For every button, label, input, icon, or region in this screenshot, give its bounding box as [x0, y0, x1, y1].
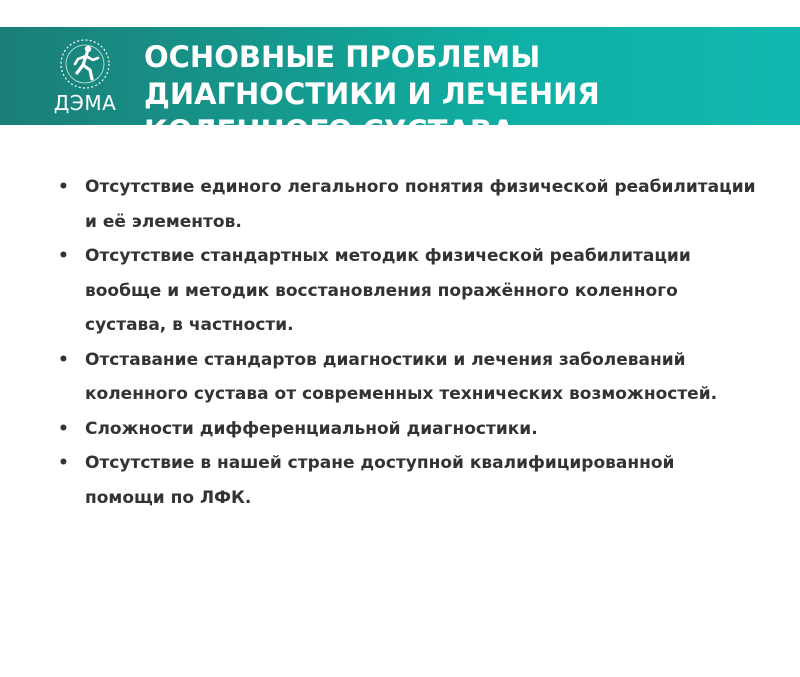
bullet-item — [58, 412, 758, 447]
bullet-text: Отсутствие единого легального понятия физической реабилитации и её элементов. — [85, 177, 756, 232]
bullet-text: Отставание стандартов диагностики и лечения заболеваний коленного сустава от современных технических возможностей. — [85, 349, 718, 404]
bullet-dot: • — [58, 453, 69, 473]
bullet-text: Сложности дифференциальной диагностики. — [85, 418, 538, 439]
content-area — [58, 170, 758, 515]
logo — [50, 37, 120, 119]
bullet-item — [58, 170, 758, 239]
bullet-item — [58, 239, 758, 343]
runner-icon — [50, 37, 120, 93]
bullet-dot: • — [58, 177, 69, 197]
bullet-dot: • — [58, 349, 69, 370]
bullet-dot: • — [58, 246, 69, 266]
bullet-text: Отсутствие в нашей стране доступной квалифицированной помощи по ЛФК. — [85, 453, 675, 508]
slide-title: ОСНОВНЫЕ ПРОБЛЕМЫ ДИАГНОСТИКИ И ЛЕЧЕНИЯ КОЛЕННОГО СУСТАВА — [144, 40, 600, 148]
logo-text: ДЭМА — [53, 91, 117, 115]
bullet-text: Отсутствие стандартных методик физической реабилитации вообще и методик восстановления поражённого коленного сустава, в частности. — [85, 246, 691, 335]
header-banner — [0, 27, 800, 148]
bullet-item — [58, 343, 758, 412]
bullet-dot: • — [58, 418, 69, 439]
bullet-item — [58, 446, 758, 515]
bullet-list — [58, 170, 758, 515]
